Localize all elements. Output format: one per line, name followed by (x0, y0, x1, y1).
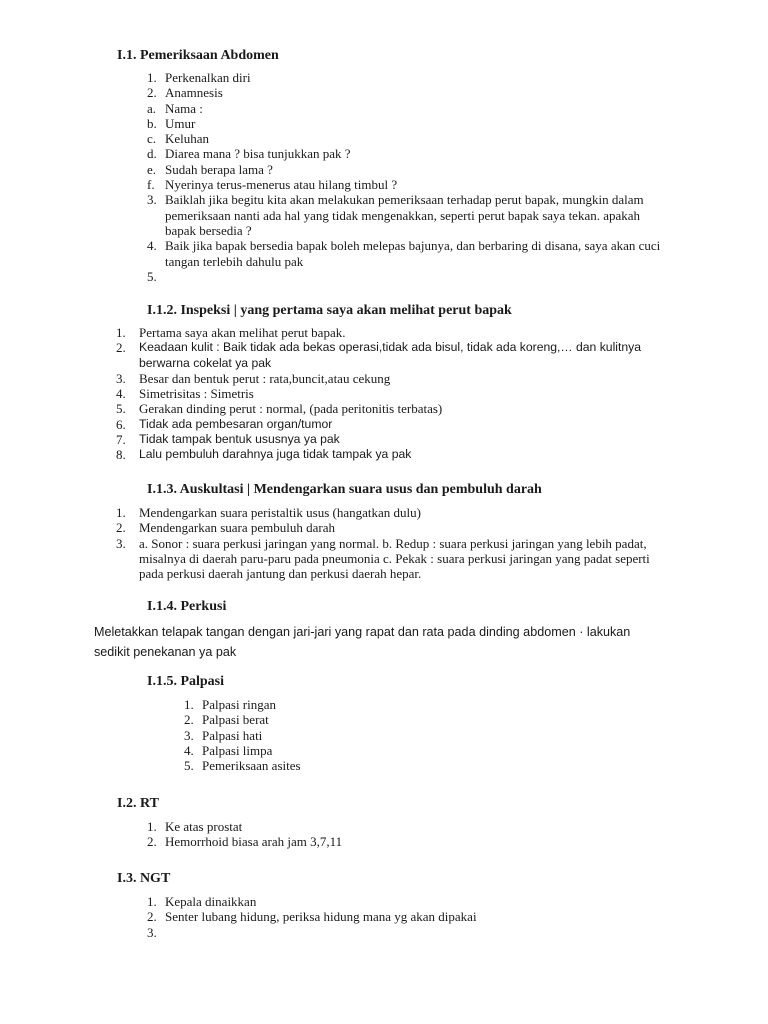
item-number: 4. (147, 238, 157, 254)
item-text: Pemeriksaan asites (202, 758, 301, 774)
item-number: 2. (184, 712, 194, 728)
item-text (165, 269, 667, 284)
list-item (116, 417, 676, 432)
list-item (116, 401, 676, 416)
list-item (184, 712, 584, 727)
list-item (116, 432, 676, 447)
list-item (147, 192, 667, 238)
list-item (184, 743, 584, 758)
item-number: 1. (116, 505, 126, 520)
list-item (147, 925, 627, 940)
item-text: Besar dan bentuk perut : rata,buncit,atau cekung (139, 370, 391, 386)
item-text: Lalu pembuluh darahnya juga tidak tampak ya pak (139, 447, 412, 462)
item-text: Tidak ada pembesaran organ/tumor (139, 416, 333, 431)
item-number: 3. (147, 192, 157, 208)
item-number: 5. (116, 401, 126, 417)
item-text: Mendengarkan suara peristaltik usus (hangatkan dulu) (139, 505, 421, 520)
item-number: 3. (116, 535, 126, 551)
list-item (147, 894, 627, 909)
list-item (116, 447, 676, 462)
heading-ngt: I.3. NGT (117, 871, 171, 886)
item-number: 8. (116, 447, 126, 463)
sub-list-item (147, 177, 667, 192)
item-text: Palpasi berat (202, 712, 269, 728)
item-text: Hemorrhoid biasa arah jam 3,7,11 (165, 834, 343, 850)
sub-item-letter: f. (147, 177, 155, 193)
heading-rt: I.2. RT (117, 796, 159, 811)
perkusi-paragraph: Meletakkan telapak tangan dengan jari-jari yang rapat dan rata pada dinding abdomen · lakukan sedikit penekanan ya pak (94, 625, 631, 659)
item-text: Palpasi limpa (202, 742, 273, 758)
list-rt (147, 819, 547, 850)
item-number: 1. (147, 894, 157, 909)
list-item (116, 371, 676, 386)
sub-item-letter: d. (147, 146, 157, 162)
item-text: a. Sonor : suara perkusi jaringan yang normal. b. Redup : suara perkusi jaringan yang lebih padat, misalnya di daerah paru-paru pada pneumonia c. Pekak : suara perkusi jaringan yang padat seperti pada perkusi daerah jantung dan perkusi daerah hepar. (139, 535, 650, 582)
list-item (147, 834, 547, 849)
item-text: Baik jika bapak bersedia bapak boleh melepas bajunya, dan berbaring di disana, saya akan cuci tangan terlebih dahulu pak (165, 238, 661, 269)
item-number: 5. (184, 758, 194, 774)
item-number: 3. (147, 924, 157, 940)
item-number: 2. (147, 909, 157, 925)
list-item (184, 728, 584, 743)
item-number: 2. (116, 340, 126, 356)
item-text: Pertama saya akan melihat perut bapak. (139, 325, 346, 340)
list-ngt (147, 894, 627, 940)
item-number: 3. (184, 727, 194, 743)
item-number: 4. (116, 386, 126, 402)
item-number: 7. (116, 432, 126, 448)
item-text: Palpasi ringan (202, 697, 277, 712)
item-number: 1. (147, 819, 157, 834)
heading-auskultasi: I.1.3. Auskultasi | Mendengarkan suara usus dan pembuluh darah (147, 482, 542, 497)
sub-list-item (147, 101, 667, 116)
sublist-anamnesis (147, 101, 667, 193)
item-text: Kepala dinaikkan (165, 894, 257, 909)
item-text (165, 925, 627, 940)
list-item (116, 325, 676, 340)
heading-palpasi: I.1.5. Palpasi (147, 674, 225, 689)
item-number: 2. (147, 85, 157, 101)
sub-item-letter: e. (147, 161, 157, 177)
item-number: 1. (184, 697, 194, 712)
heading-perkusi: I.1.4. Perkusi (147, 599, 227, 614)
sub-item-letter: c. (147, 131, 157, 147)
item-text: Baiklah jika begitu kita akan melakukan pemeriksaan terhadap perut bapak, mungkin dalam pemeriksaan nanti ada hal yang tidak mengenakkan, seperti perut bapak saya tekan. apakah bapak bersedia ? (165, 192, 644, 238)
sub-item-text: Umur (165, 115, 196, 131)
item-number: 6. (116, 416, 126, 432)
list-item (147, 238, 667, 269)
list-item (116, 536, 676, 582)
item-number: 1. (116, 325, 126, 340)
heading-pemeriksaan-abdomen: I.1. Pemeriksaan Abdomen (117, 48, 279, 63)
item-text: Keadaan kulit : Baik tidak ada bekas operasi,tidak ada bisul, tidak ada koreng,… dan kulitnya berwarna cokelat ya pak (139, 340, 642, 370)
list-item (116, 505, 676, 520)
sub-list-item (147, 146, 667, 161)
item-number: 4. (184, 742, 194, 758)
item-number: 2. (147, 834, 157, 850)
item-number: 3. (116, 370, 126, 386)
sub-item-letter: b. (147, 115, 157, 131)
item-number: 1. (147, 70, 157, 85)
list-item (147, 819, 547, 834)
list-item (147, 85, 667, 192)
item-number: 5. (147, 268, 157, 284)
sub-item-text: Sudah berapa lama ? (165, 161, 273, 177)
item-text: Anamnesis (165, 85, 223, 101)
list-inspeksi (116, 325, 676, 463)
list-item (116, 340, 676, 371)
item-text: Tidak tampak bentuk ususnya ya pak (139, 432, 340, 447)
item-text: Ke atas prostat (165, 819, 243, 834)
list-palpasi (184, 697, 584, 773)
sub-list-item (147, 162, 667, 177)
item-number: 2. (116, 520, 126, 536)
heading-inspeksi: I.1.2. Inspeksi | yang pertama saya akan melihat perut bapak (147, 303, 512, 318)
sub-list-item (147, 131, 667, 146)
list-pemeriksaan-abdomen (147, 70, 667, 284)
list-item (147, 909, 627, 924)
list-item (147, 70, 667, 85)
list-item (147, 269, 667, 284)
item-text: Mendengarkan suara pembuluh darah (139, 520, 336, 536)
sub-item-text: Diarea mana ? bisa tunjukkan pak ? (165, 146, 351, 162)
list-item (116, 386, 676, 401)
item-text: Palpasi hati (202, 727, 263, 743)
sub-list-item (147, 116, 667, 131)
sub-item-letter: a. (147, 100, 157, 116)
list-item (184, 758, 584, 773)
sub-item-text: Keluhan (165, 131, 210, 147)
sub-item-text: Nyerinya terus-menerus atau hilang timbul ? (165, 177, 398, 193)
item-text: Perkenalkan diri (165, 70, 251, 85)
item-text: Senter lubang hidung, periksa hidung mana yg akan dipakai (165, 909, 477, 925)
list-item (184, 697, 584, 712)
list-auskultasi (116, 505, 676, 581)
list-item (116, 520, 676, 535)
item-text: Gerakan dinding perut : normal, (pada peritonitis terbatas) (139, 401, 443, 417)
item-text: Simetrisitas : Simetris (139, 386, 254, 402)
sub-item-text: Nama : (165, 100, 203, 116)
